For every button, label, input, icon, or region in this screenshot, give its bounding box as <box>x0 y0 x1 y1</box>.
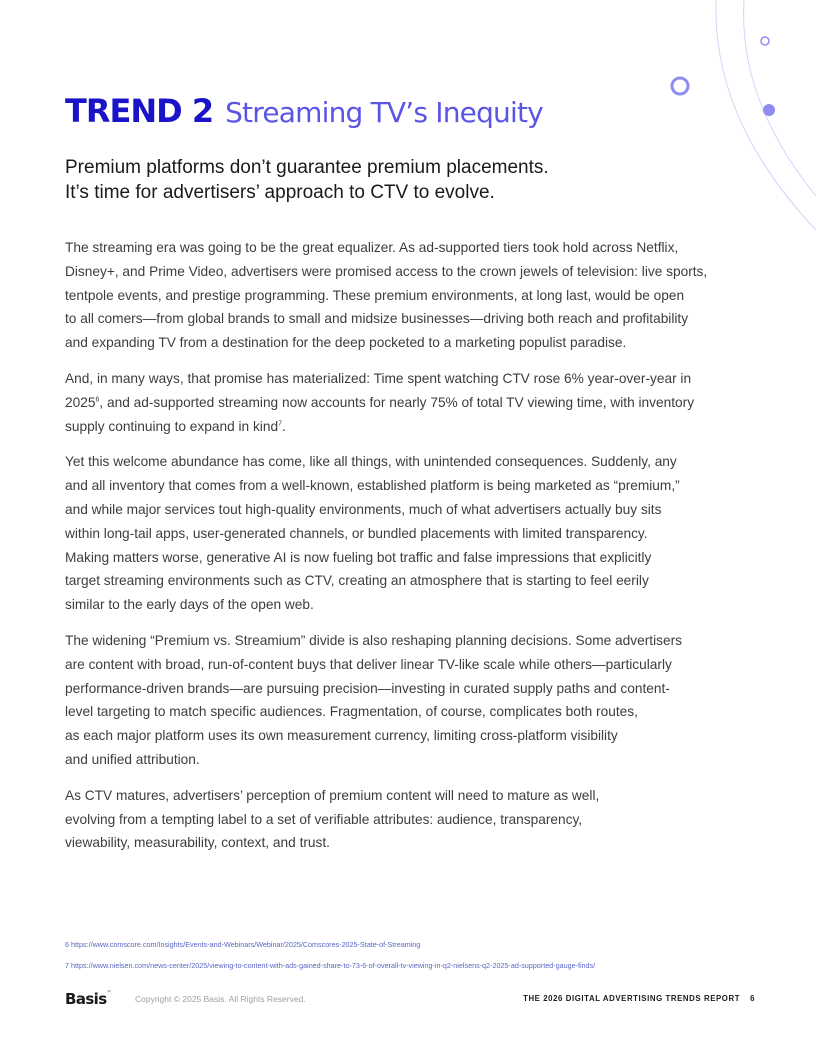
paragraph-line: The widening “Premium vs. Streamium” divide is also reshaping planning decisions. Some advertisers <box>65 632 682 648</box>
article-body <box>65 236 755 867</box>
paragraph-4 <box>65 629 755 772</box>
paragraph-line: The streaming era was going to be the great equalizer. As ad-supported tiers took hold across Netflix, <box>65 240 679 255</box>
text-run: 2025 <box>65 394 96 410</box>
page-title <box>65 92 543 136</box>
footnotes <box>65 940 765 982</box>
paragraph-line: and all inventory that comes from a well-known, established platform is being marketed as “premium,” <box>65 478 680 494</box>
report-title <box>523 994 755 1003</box>
logo-text: Basis <box>65 990 107 1008</box>
report-title-text: THE 2026 DIGITAL ADVERTISING TRENDS REPORT <box>523 994 741 1003</box>
trend-label: TREND 2 <box>65 92 214 130</box>
text-run: , and ad-supported streaming now accounts for nearly 75% of total TV viewing time, with inventory <box>99 394 695 410</box>
paragraph-line: similar to the early days of the open web. <box>65 597 314 613</box>
paragraph-line: As CTV matures, advertisers’ perception of premium content will need to mature as well, <box>65 787 600 803</box>
paragraph-line: and unified attribution. <box>65 751 200 767</box>
paragraph-5 <box>65 784 755 855</box>
page-number: 6 <box>750 994 755 1003</box>
orbit-dot-filled <box>763 104 775 116</box>
trademark-mark: ™ <box>106 990 111 996</box>
page-footer <box>65 990 755 1010</box>
paragraph-line: within long-tail apps, user-generated channels, or bundled placements with limited transparency. <box>65 525 648 541</box>
orbit-line-inner <box>744 0 816 196</box>
paragraph-line: viewability, measurability, context, and trust. <box>65 835 330 851</box>
paragraph-line: Yet this welcome abundance has come, like all things, with unintended consequences. Suddenly, any <box>65 454 677 470</box>
footnote-ref-6: 6 <box>95 396 100 404</box>
paragraph-line: are content with broad, run-of-content buys that deliver linear TV-like scale while others—particularly <box>65 656 672 672</box>
orbit-line-outer <box>716 0 816 230</box>
text-run: . <box>281 418 286 434</box>
text-run: supply continuing to expand in kind <box>65 418 279 434</box>
subtitle-line: It’s time for advertisers’ approach to CTV to evolve. <box>65 182 495 203</box>
paragraph-line: evolving from a tempting label to a set of verifiable attributes: audience, transparency, <box>65 811 583 827</box>
footnote-ref-7: 7 <box>278 420 282 428</box>
paragraph-3 <box>65 450 755 617</box>
paragraph-line: and while major services tout high-quality environments, much of what advertisers actually buy sits <box>65 501 662 517</box>
footnote-7-link[interactable]: 7 https://www.nielsen.com/news-center/2025/viewing-to-content-with-ads-gained-share-to-73-6-of-overall-tv-viewing-in-q2-nielsens-q2-2025-ad-supported-gauge-finds/ <box>65 961 596 970</box>
copyright-notice: Copyright © 2025 Basis. All Rights Reserved. <box>135 994 306 1004</box>
paragraph-line: Making matters worse, generative AI is now fueling bot traffic and false impressions that explicitly <box>65 549 652 565</box>
paragraph-2 <box>65 367 755 438</box>
paragraph-line: target streaming environments such as CTV, creating an atmosphere that is starting to feel eerily <box>65 573 649 589</box>
trend-title: Streaming TV’s Inequity <box>225 96 543 129</box>
paragraph-1 <box>65 236 755 355</box>
paragraph-line <box>65 415 755 439</box>
paragraph-line: tentpole events, and prestige programming. These premium environments, at long last, would be open <box>65 287 685 303</box>
subtitle-line: Premium platforms don’t guarantee premium placements. <box>65 157 549 178</box>
footnote-6-link[interactable]: 6 https://www.comscore.com/Insights/Events-and-Webinars/Webinar/2025/Comscores-2025-State-of-Streaming <box>65 940 421 949</box>
paragraph-line: level targeting to match specific audiences. Fragmentation, of course, complicates both routes, <box>65 704 638 720</box>
orbit-dot-large-ring <box>672 78 688 94</box>
subtitle <box>65 155 705 205</box>
paragraph-line: Disney+, and Prime Video, advertisers were promised access to the crown jewels of television: live sports, <box>65 263 708 279</box>
paragraph-line <box>65 391 755 415</box>
orbit-dot-small-ring <box>761 37 769 45</box>
paragraph-line: performance-driven brands—are pursuing precision—investing in curated supply paths and content- <box>65 680 670 696</box>
paragraph-line: And, in many ways, that promise has materialized: Time spent watching CTV rose 6% year-over-year in <box>65 370 692 386</box>
paragraph-line: and expanding TV from a destination for the deep pocketed to a marketing populist paradise. <box>65 335 627 351</box>
basis-logo <box>65 990 111 1008</box>
paragraph-line: as each major platform uses its own measurement currency, limiting cross-platform visibility <box>65 728 618 744</box>
paragraph-line: to all comers—from global brands to small and midsize businesses—driving both reach and profitability <box>65 311 689 327</box>
